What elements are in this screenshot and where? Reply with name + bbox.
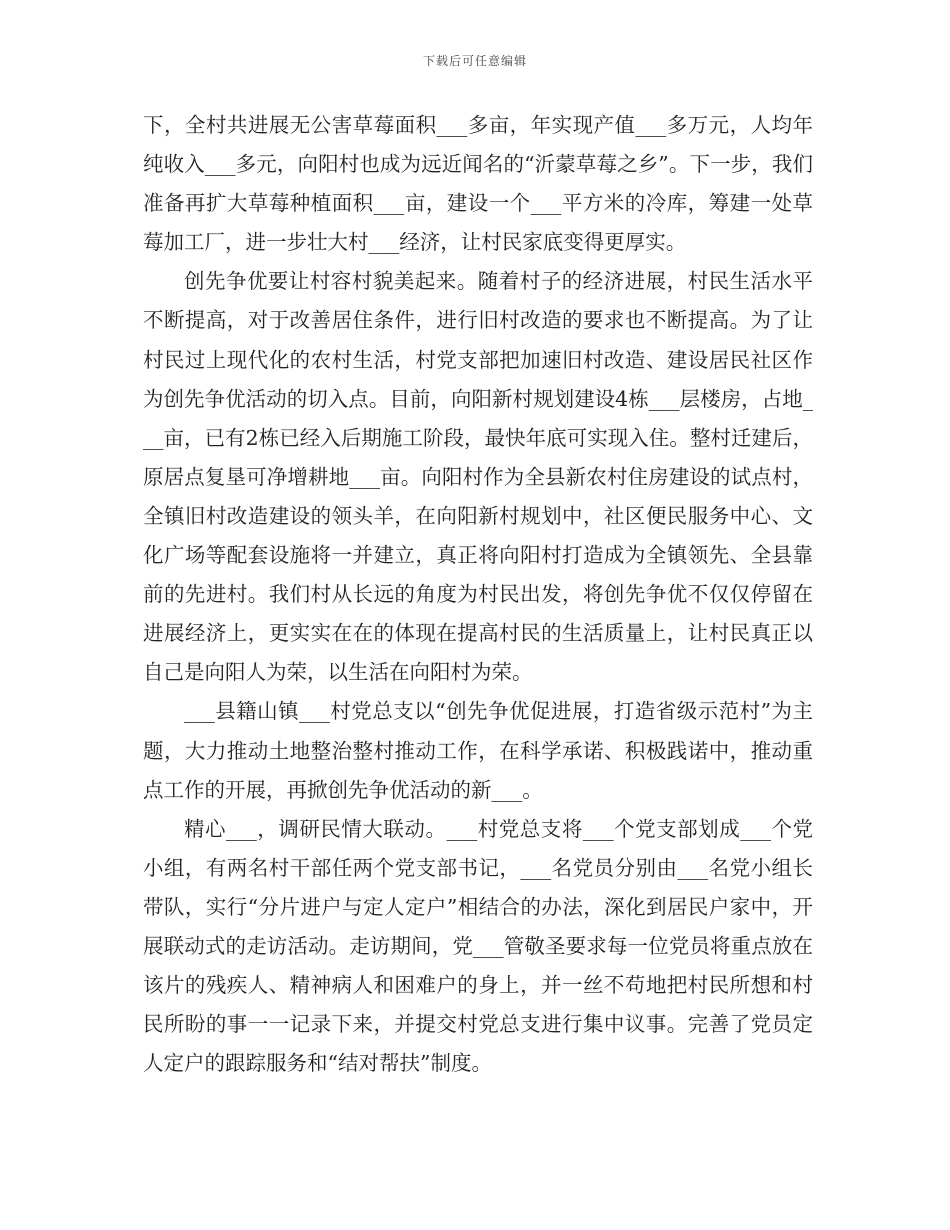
paragraph-2: 创先争优要让村容村貌美起来。随着村子的经济进展，村民生活水平不断提高，对于改善居住条件，进行旧村改造的要求也不断提高。为了让村民过上现代化的农村生活，村党支部把加速旧村改造、建设居民社区作为创先争优活动的切入点。目前，向阳新村规划建设4栋___层楼房，占地___亩，已有2栋已经入后期施工阶段，最快年底可实现入住。整村迁建后，原居点复垦可净增耕地___亩。向阳村作为全县新农村住房建设的试点村，全镇旧村改造建设的领头羊，在向阳新村规划中，社区便民服务中心、文化广场等配套设施将一并建立，真正将向阳村打造成为全镇领先、全县靠前的先进村。我们村从长远的角度为村民出发，将创先争优不仅仅停留在进展经济上，更实实在在的体现在提高村民的生活质量上，让村民真正以自己是向阳人为荣，以生活在向阳村为荣。 — [143, 269, 813, 685]
paragraph-1: 下，全村共进展无公害草莓面积___多亩，年实现产值___多万元，人均年纯收入___多元，向阳村也成为远近闻名的“沂蒙草莓之乡”。下一步，我们准备再扩大草莓种植面积___亩，建设一个___平方米的冷库，筹建一处草莓加工厂，进一步壮大村___经济，让村民家底变得更厚实。 — [143, 113, 813, 255]
document-body — [143, 106, 813, 1083]
paragraph-3: ___县籍山镇___村党总支以“创先争优促进展，打造省级示范村”为主题，大力推动土地整治整村推动工作，在科学承诺、积极践诺中，推动重点工作的开展，再掀创先争优活动的新___。 — [143, 699, 813, 802]
page-header: 下载后可任意编辑 — [422, 54, 527, 68]
paragraph-4: 精心___，调研民情大联动。___村党总支将___个党支部划成___个党小组，有两名村干部任两个党支部书记，___名党员分别由___名党小组长带队，实行“分片进户与定人定户”相结合的办法，深化到居民户家中，开展联动式的走访活动。走访期间，党___管敬圣要求每一位党员将重点放在该片的残疾人、精神病人和困难户的身上，并一丝不苟地把村民所想和村民所盼的事一一记录下来，并提交村党总支进行集中议事。完善了党员定人定户的跟踪服务和“结对帮扶”制度。 — [143, 816, 813, 1076]
